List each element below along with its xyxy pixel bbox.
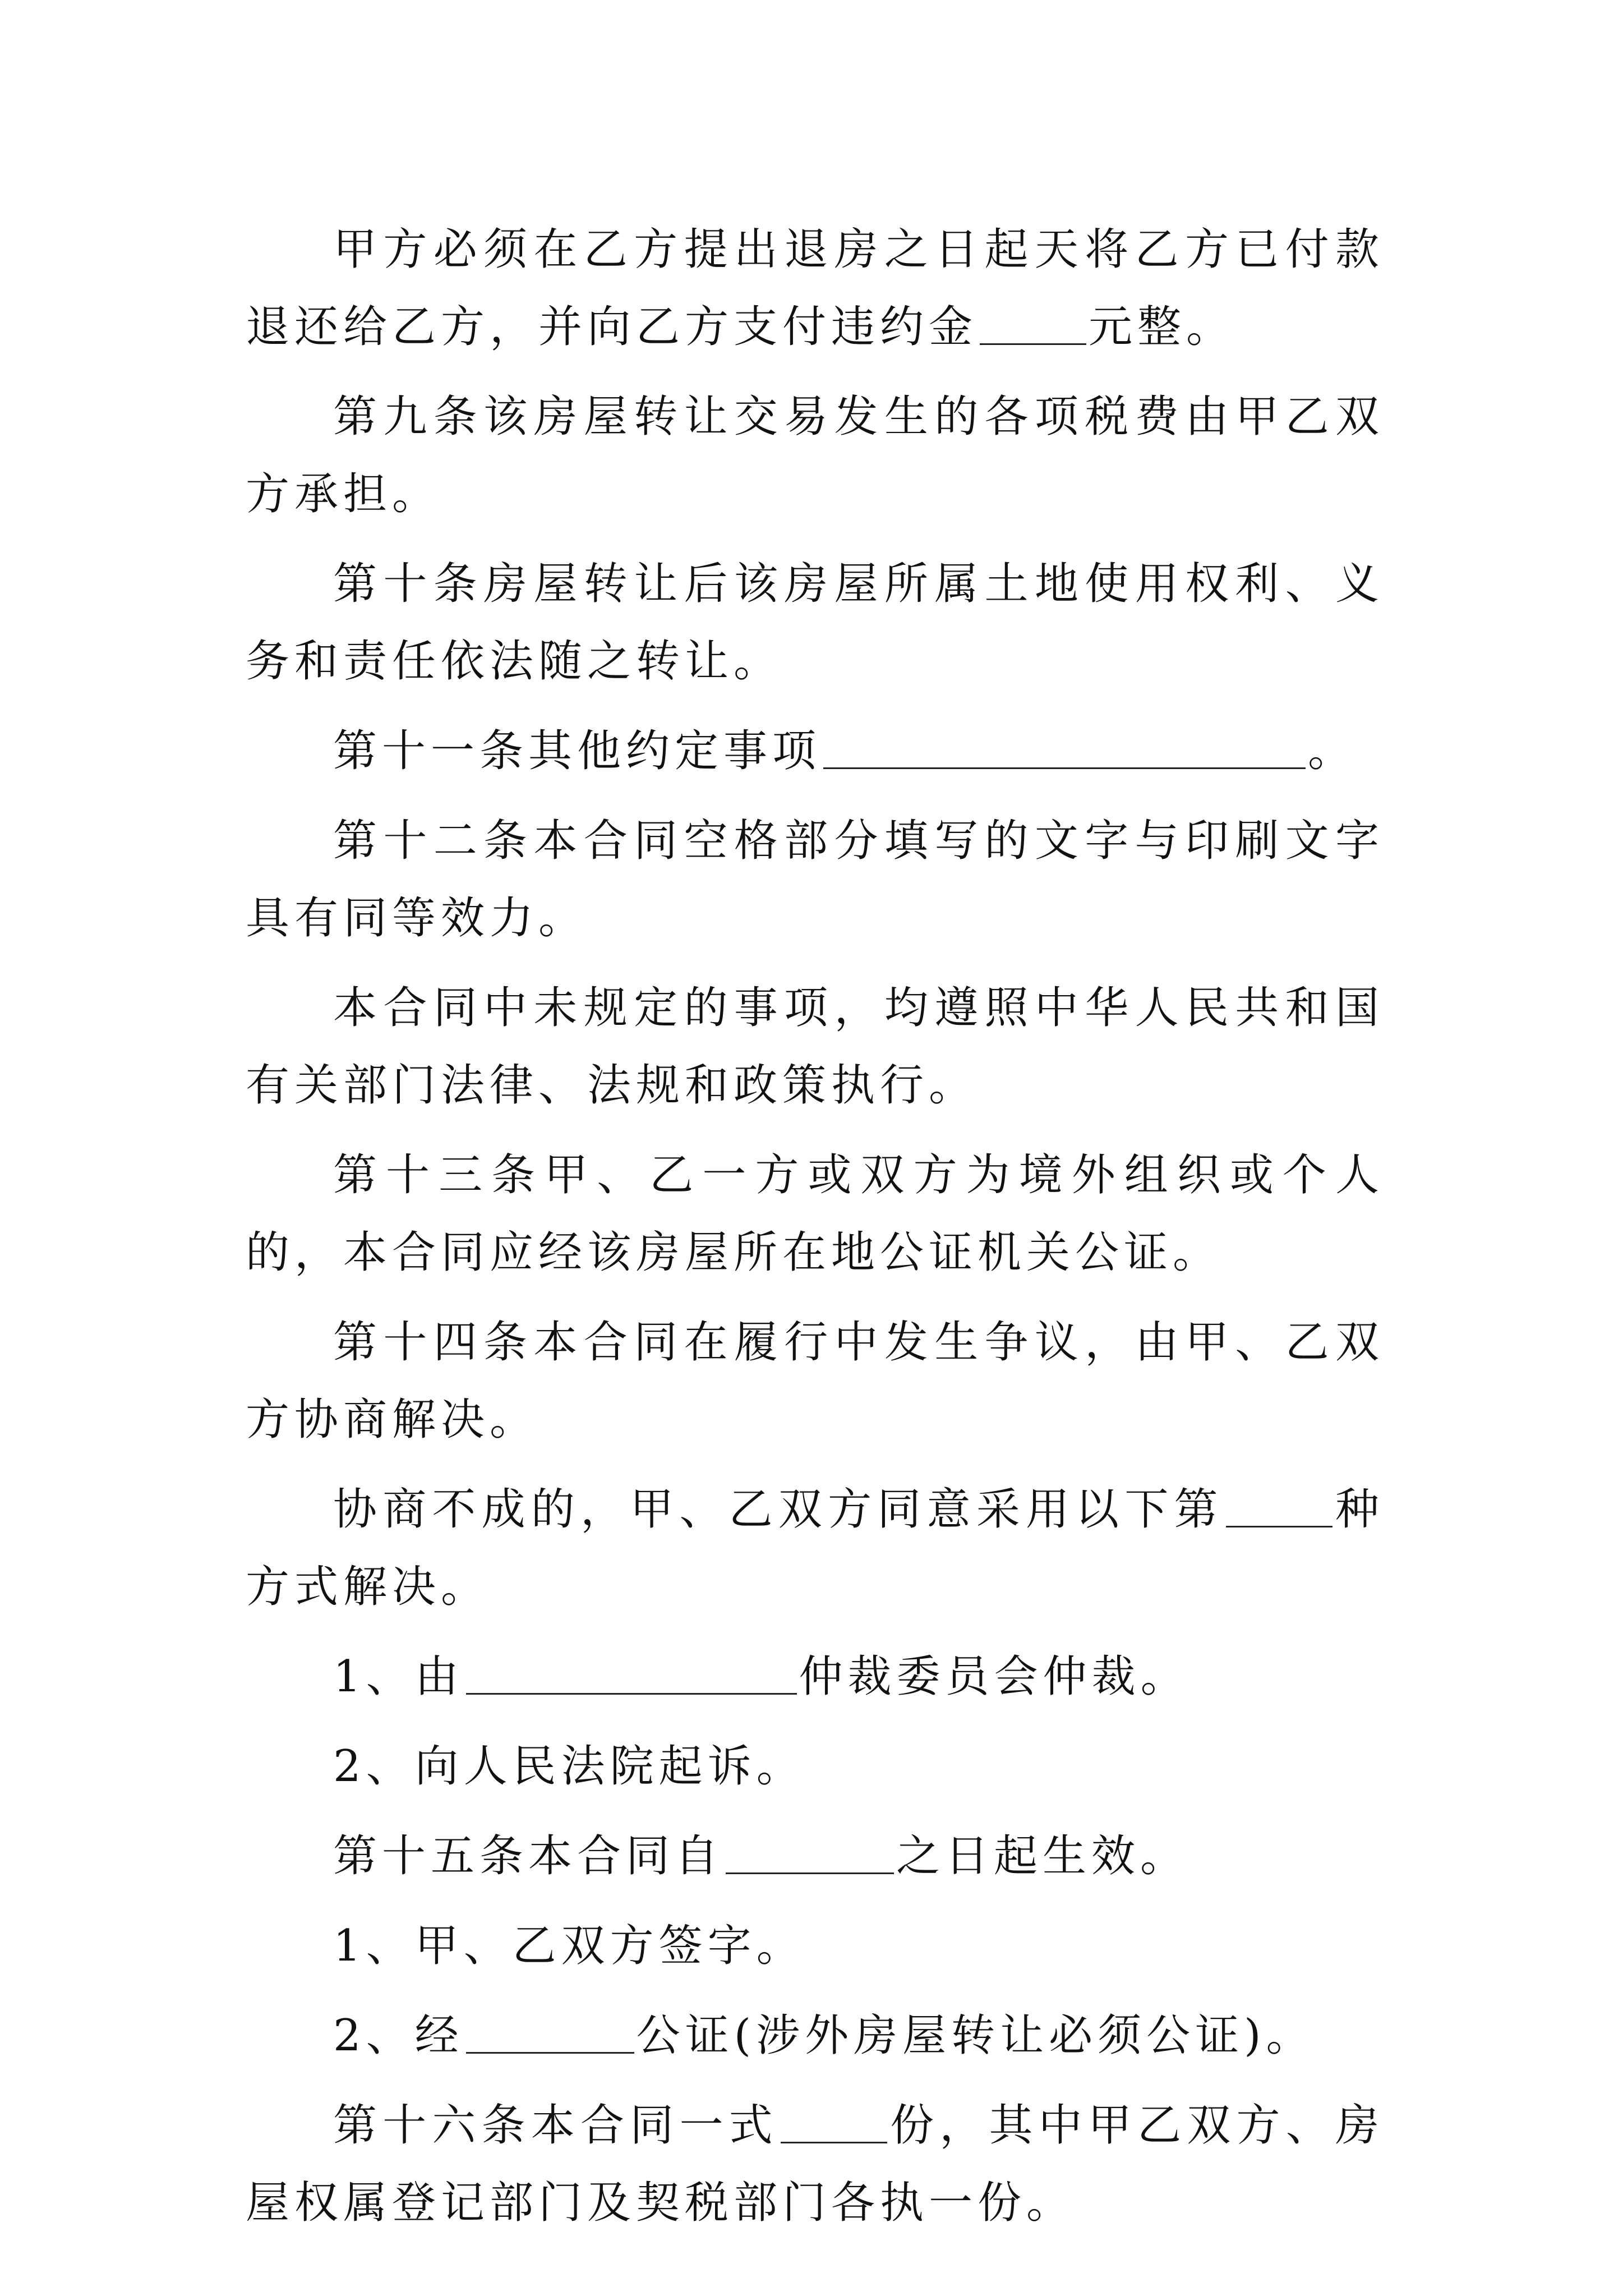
paragraph-text: 第十四条本合同在履行中发生争议，由甲、乙双方协商解决。 — [246, 1317, 1384, 1445]
paragraph-article-16 — [246, 2087, 1384, 2242]
contract-body — [246, 211, 1384, 2254]
fill-blank[interactable] — [781, 2141, 887, 2143]
paragraph-text: 第十一条其他约定事项 — [333, 726, 822, 776]
paragraph-article-14 — [246, 1304, 1384, 1458]
fill-blank[interactable] — [726, 1872, 894, 1874]
fill-blank[interactable] — [823, 767, 1306, 769]
paragraph-text: 协商不成的，甲、乙双方同意采用以下第 — [333, 1484, 1224, 1535]
fill-blank[interactable] — [466, 2051, 634, 2054]
paragraph-text: 2、向人民法院起诉。 — [333, 1741, 805, 1792]
paragraph-text: 。 — [1308, 726, 1357, 776]
paragraph-text: 份，其中甲乙双方、房屋权属登记部门及契税部门各执一份。 — [246, 2100, 1384, 2228]
paragraph-article-11 — [246, 712, 1384, 790]
paragraph-option-arbitration — [246, 1638, 1384, 1715]
fill-blank[interactable] — [466, 1692, 797, 1695]
paragraph-text: 1、甲、乙双方签字。 — [333, 1921, 805, 1971]
paragraph-option-signature — [246, 1907, 1384, 1985]
paragraph-article-13 — [246, 1137, 1384, 1291]
paragraph-text: 仲裁委员会仲裁。 — [799, 1651, 1189, 1702]
paragraph-article-15 — [246, 1818, 1384, 1895]
paragraph-refund — [246, 211, 1384, 366]
paragraph-article-12 — [246, 802, 1384, 957]
paragraph-text: 第九条该房屋转让交易发生的各项税费由甲乙双方承担。 — [246, 392, 1384, 519]
fill-blank[interactable] — [1226, 1525, 1332, 1527]
paragraph-text: 2、经 — [333, 2010, 464, 2061]
paragraph-option-notarization — [246, 1997, 1384, 2074]
paragraph-text: 种方式解决。 — [246, 1484, 1384, 1612]
paragraph-text: 1、由 — [333, 1651, 464, 1702]
paragraph-unspecified-matters — [246, 969, 1384, 1124]
paragraph-text: 第十三条甲、乙一方或双方为境外组织或个人的，本合同应经该房屋所在地公证机关公证。 — [246, 1150, 1384, 1278]
paragraph-text: 之日起生效。 — [896, 1831, 1189, 1881]
paragraph-text: 第十六条本合同一式 — [333, 2100, 778, 2151]
paragraph-text: 甲方必须在乙方提出退房之日起天将乙方已付款退还给乙方，并向乙方支付违约金 — [246, 224, 1384, 352]
paragraph-text: 本合同中未规定的事项，均遵照中华人民共和国有关部门法律、法规和政策执行。 — [246, 983, 1384, 1111]
paragraph-article-10 — [246, 545, 1384, 700]
paragraph-text: 第十五条本合同自 — [333, 1831, 724, 1881]
paragraph-option-court — [246, 1728, 1384, 1805]
paragraph-text: 公证(涉外房屋转让必须公证)。 — [636, 2010, 1315, 2061]
paragraph-text: 元整。 — [1089, 302, 1235, 352]
paragraph-text: 第十二条本合同空格部分填写的文字与印刷文字具有同等效力。 — [246, 816, 1384, 944]
paragraph-article-9 — [246, 378, 1384, 533]
fill-blank[interactable] — [980, 343, 1086, 345]
paragraph-dispute-method — [246, 1471, 1384, 1626]
paragraph-text: 第十条房屋转让后该房屋所属土地使用权利、义务和责任依法随之转让。 — [246, 559, 1384, 687]
